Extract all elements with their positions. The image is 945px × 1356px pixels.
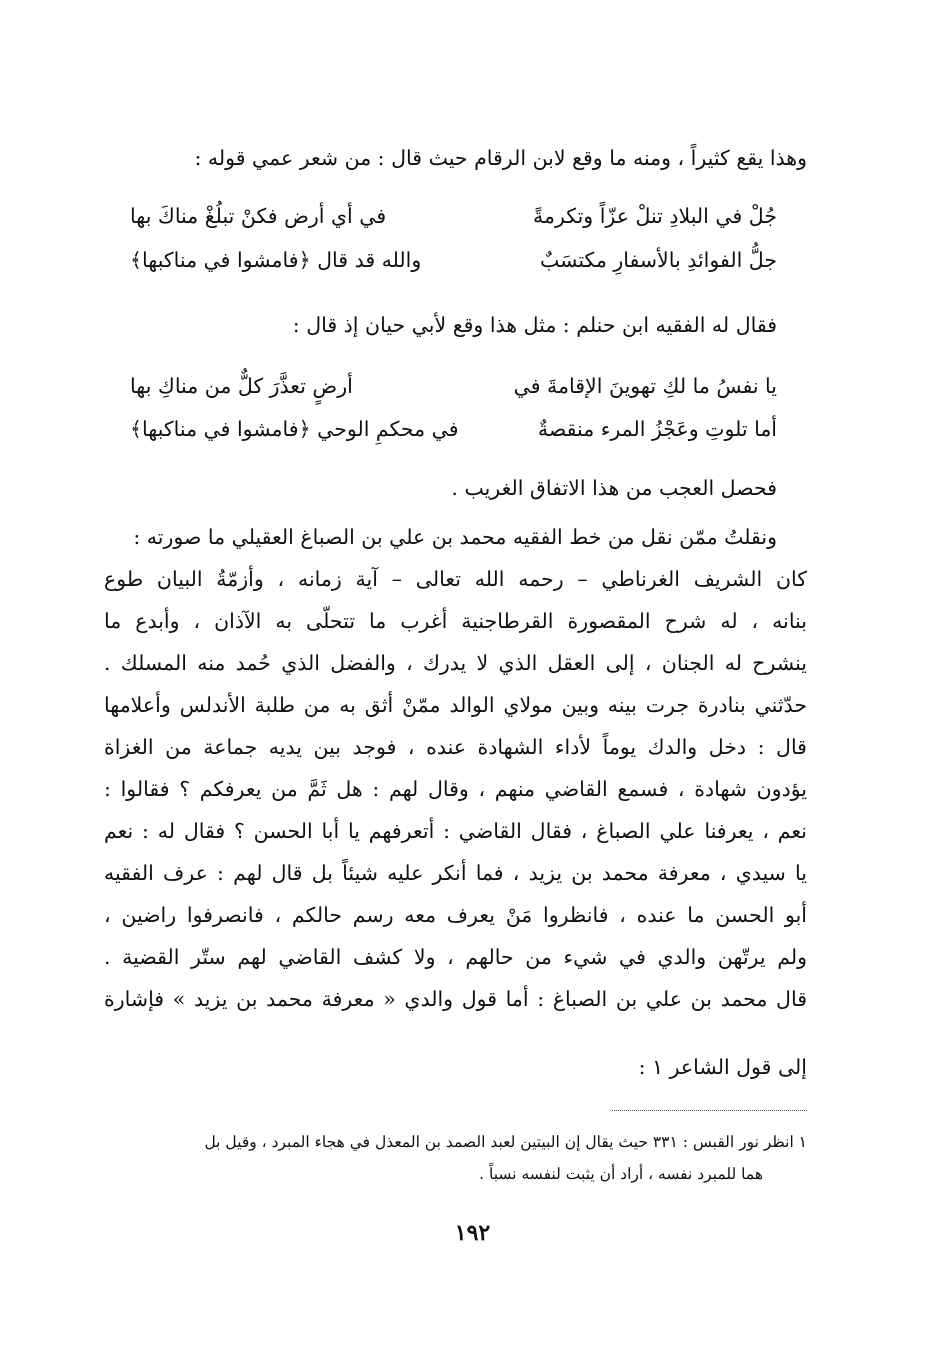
paragraph-line: قال محمد بن علي بن الصباغ : أما قول والدي « معرفة محمد بن يزيد » فإشارة (104, 987, 807, 1011)
page-number: ١٩٢ (454, 1220, 491, 1246)
poem2-verse2-right: أما تلوتِ وعَجْزُ المرء منقصةٌ (537, 417, 777, 441)
paragraph-line: بنانه ، له شرح المقصورة القرطاجنية أغرب ما تتحلّى به الآذان ، وأبدع ما (104, 609, 807, 633)
poem1-verse2-left: والله قد قال ﴿فامشوا في مناكبها﴾ (130, 248, 422, 272)
intro-line: وهذا يقع كثيراً ، ومنه ما وقع لابن الرقام حيث قال : من شعر عمي قوله : (194, 146, 807, 170)
paragraph-line: ينشرح له الجنان ، إلى العقل الذي لا يدرك ، والفضل الذي حُمد منه المسلك . (104, 651, 807, 675)
paragraph-line: قال : دخل والدك يوماً لأداء الشهادة عنده ، فوجد بين يديه جماعة من الغزاة (104, 735, 807, 759)
footnote-line: هما للمبرد نفسه ، أراد أن يثبت لنفسه نسباً . (479, 1165, 763, 1183)
paragraph-line: يا سيدي ، معرفة محمد بن يزيد ، فما أنكر عليه شيئاً بل قال لهم : عرف الفقيه (104, 861, 807, 885)
paragraph-line: نعم ، يعرفنا علي الصباغ ، فقال القاضي : أتعرفهم يا أبا الحسن ؟ فقال له : نعم (104, 819, 807, 843)
poem1-verse1-right: جُلْ في البلادِ تنلْ عزّاً وتكرمةً (532, 204, 777, 228)
fahasal-line: فحصل العجب من هذا الاتفاق الغريب . (451, 476, 777, 500)
paragraph-line: يؤدون شهادة ، فسمع القاضي منهم ، وقال لهم : هل ثَمَّ من يعرفكم ؟ فقالوا : (104, 777, 807, 801)
paragraph-line: ولم يرتّهن والدي في شيء من حالهم ، ولا كشف القاضي لهم ستّر القضية . (104, 945, 807, 969)
paragraph-line: أبو الحسن ما عنده ، فانظروا مَنْ يعرف معه رسم حالكم ، فانصرفوا راضين ، (104, 903, 807, 927)
footnote-line: ١ انظر نور القبس : ٣٣١ حيث يقال إن البيتين لعبد الصمد بن المعذل في هجاء المبرد ، وقيل بل (204, 1133, 807, 1151)
footnote-separator (612, 1110, 807, 1111)
poem1-verse1-left: في أي أرض فكنْ تبلُغْ مناكَ بها (130, 204, 387, 228)
poem2-verse2-left: في محكمِ الوحي ﴿فامشوا في مناكبها﴾ (130, 417, 459, 441)
paragraph-line: كان الشريف الغرناطي – رحمه الله تعالى – آية زمانه ، وأزمّةُ البيان طوع (104, 567, 807, 591)
poem2-verse1-left: أرضٍ تعذَّرَ كلٌّ من مناكِ بها (130, 374, 353, 398)
faqala-line: فقال له الفقيه ابن حنلم : مثل هذا وقع لأبي حيان إذ قال : (292, 313, 777, 337)
paragraph-line: ونقلتُ ممّن نقل من خط الفقيه محمد بن علي بن الصباغ العقيلي ما صورته : (133, 525, 777, 549)
poem1-verse2-right: جلُّ الفوائدِ بالأسفارِ مكتسَبٌ (539, 248, 777, 272)
paragraph-last-line: إلى قول الشاعر ١ : (638, 1055, 807, 1079)
poem2-verse1-right: يا نفسُ ما لكِ تهوينَ الإقامةَ في (513, 374, 777, 398)
paragraph-line: حدّثني بنادرة جرت بينه وبين مولاي الوالد ممّنْ أثق به من طلبة الأندلس وأعلامها (104, 693, 807, 717)
